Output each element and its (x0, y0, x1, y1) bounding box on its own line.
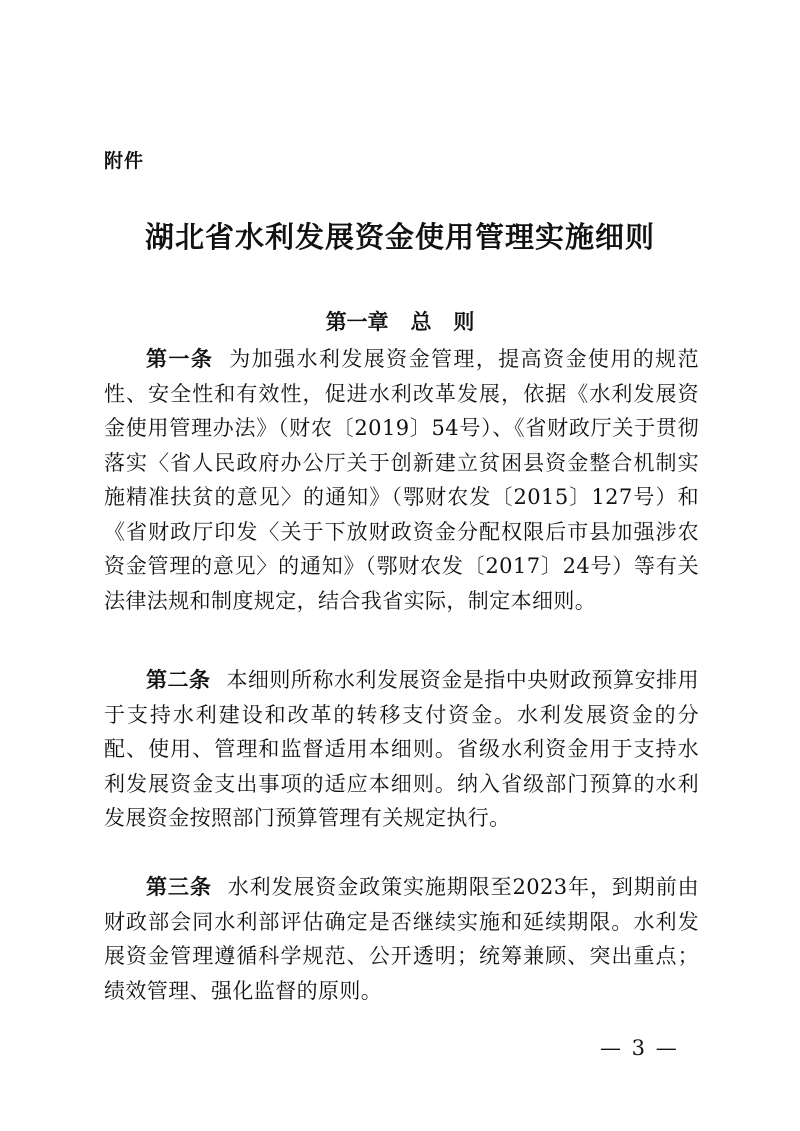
attachment-label: 附件 (104, 150, 145, 172)
page-number: — 3 — (600, 1036, 679, 1060)
article-2 (104, 663, 699, 836)
article-3 (104, 870, 699, 1008)
article-3-label: 第三条 (146, 875, 212, 899)
article-1-label: 第一条 (146, 347, 214, 371)
article-3-text: 水利发展资金政策实施期限至2023年，到期前由财政部会同水利部评估确定是否继续实施和延续期限。水利发展资金管理遵循科学规范、公开透明；统筹兼顾、突出重点；绩效管理、强化监督的原则。 (104, 875, 699, 1003)
chapter-heading: 第一章 总 则 (325, 310, 475, 334)
document-title: 湖北省水利发展资金使用管理实施细则 (144, 220, 655, 254)
article-1 (104, 342, 699, 618)
article-2-text: 本细则所称水利发展资金是指中央财政预算安排用于支持水利建设和改革的转移支付资金。水利发展资金的分配、使用、管理和监督适用本细则。省级水利资金用于支持水利发展资金支出事项的适应本细则。纳入省级部门预算的水利发展资金按照部门预算管理有关规定执行。 (104, 668, 699, 830)
article-2-label: 第二条 (146, 668, 211, 692)
article-1-text: 为加强水利发展资金管理，提高资金使用的规范性、安全性和有效性，促进水利改革发展，依据《水利发展资金使用管理办法》（财农〔2019〕54号）、《省财政厅关于贯彻落实〈省人民政府办公厅关于创新建立贫困县资金整合机制实施精准扶贫的意见〉的通知》（鄂财农发〔2015〕127号）和《省财政厅印发〈关于下放财政资金分配权限后市县加强涉农资金管理的意见〉的通知》（鄂财农发〔2017〕24号）等有关法律法规和制度规定，结合我省实际，制定本细则。 (104, 347, 700, 613)
